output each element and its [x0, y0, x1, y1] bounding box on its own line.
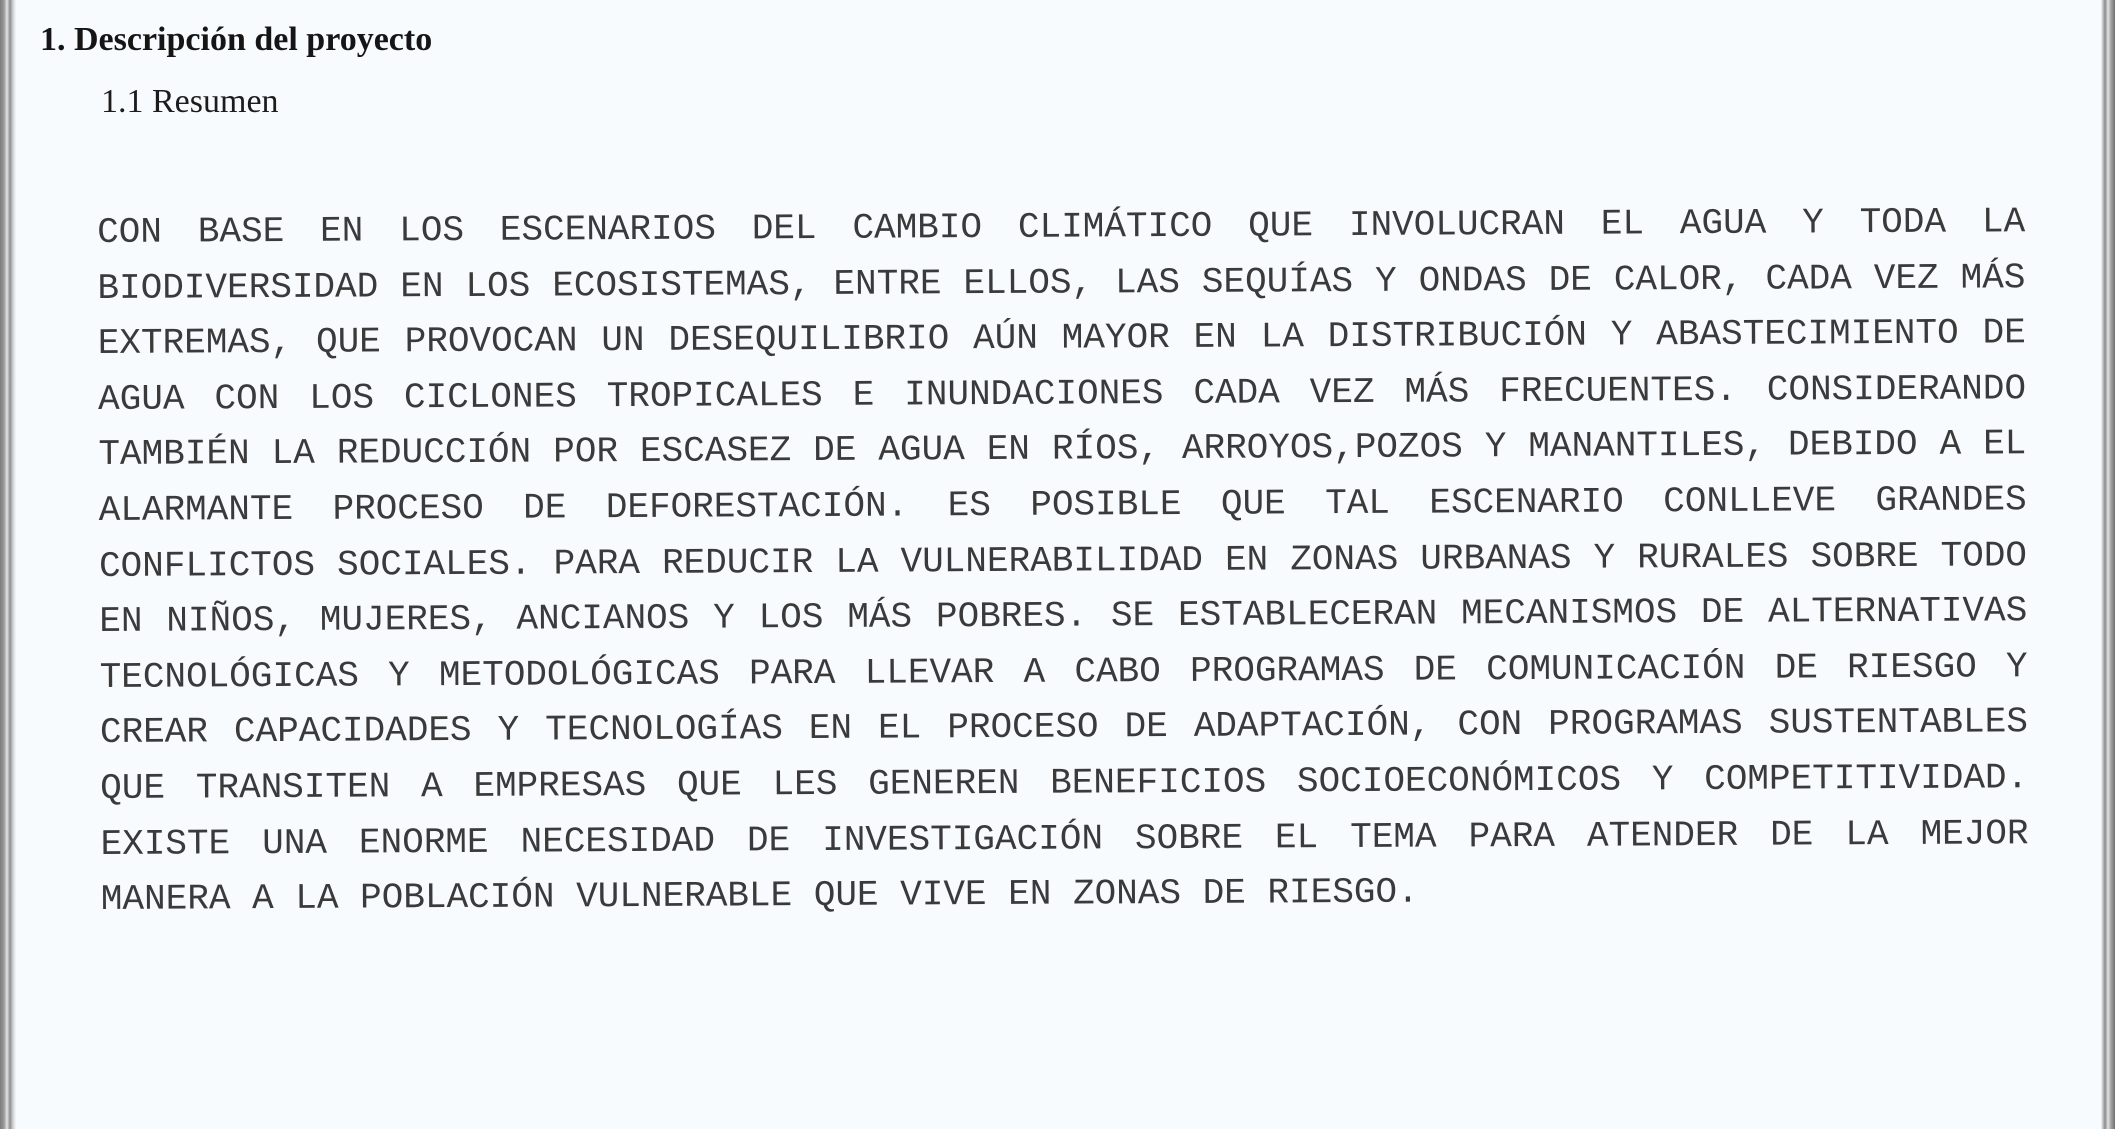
section-heading: 1. Descripción del proyecto — [40, 21, 433, 58]
page-border-right — [2101, 0, 2115, 1129]
abstract-paragraph: CON BASE EN LOS ESCENARIOS DEL CAMBIO CLIMÁTICO QUE INVOLUCRAN EL AGUA Y TODA LA BIODIVERSIDAD EN LOS ECOSISTEMAS, ENTRE ELLOS, LAS SEQUÍAS Y ONDAS DE CALOR, CADA VEZ MÁS EXTREMAS, QUE PROVOCAN UN DESEQUILIBRIO AÚN MAYOR EN LA DISTRIBUCIÓN Y ABASTECIMIENTO DE AGUA CON LOS CICLONES TROPICALES E INUNDACIONES CADA VEZ MÁS FRECUENTES. CONSIDERANDO TAMBIÉN LA REDUCCIÓN POR ESCASEZ DE AGUA EN RÍOS, ARROYOS,POZOS Y MANANTILES, DEBIDO A EL ALARMANTE PROCESO DE DEFORESTACIÓN. ES POSIBLE QUE TAL ESCENARIO CONLLEVE GRANDES CONFLICTOS SOCIALES. PARA REDUCIR LA VULNERABILIDAD EN ZONAS URBANAS Y RURALES SOBRE TODO EN NIÑOS, MUJERES, ANCIANOS Y LOS MÁS POBRES. SE ESTABLECERAN MECANISMOS DE ALTERNATIVAS TECNOLÓGICAS Y METODOLÓGICAS PARA LLEVAR A CABO PROGRAMAS DE COMUNICACIÓN DE RIESGO Y CREAR CAPACIDADES Y TECNOLOGÍAS EN EL PROCESO DE ADAPTACIÓN, CON PROGRAMAS SUSTENTABLES QUE TRANSITEN A EMPRESAS QUE LES GENEREN BENEFICIOS SOCIOECONÓMICOS Y COMPETITIVIDAD. EXISTE UNA ENORME NECESIDAD DE INVESTIGACIÓN SOBRE EL TEMA PARA ATENDER DE LA MEJOR MANERA A LA POBLACIÓN VULNERABLE QUE VIVE EN ZONAS DE RIESGO. — [97, 201, 2029, 921]
subsection-heading: 1.1 Resumen — [101, 83, 279, 120]
page-border-left — [0, 0, 16, 1129]
